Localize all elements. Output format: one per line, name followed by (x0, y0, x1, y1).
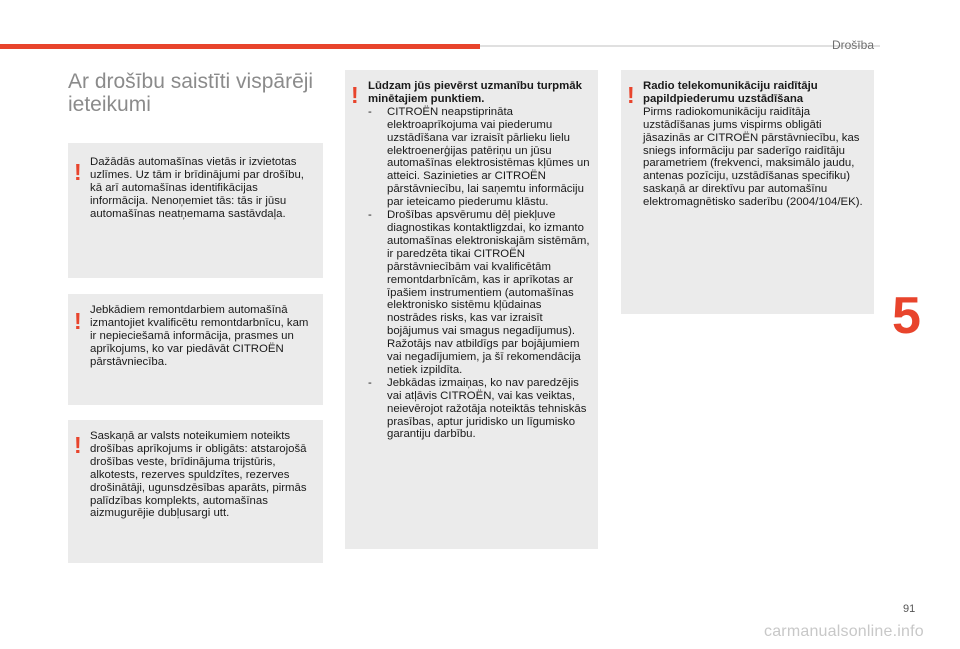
section-label: Drošība (831, 38, 874, 52)
list-dash: - (368, 209, 372, 222)
note-radio-text: Pirms radiokomunikāciju raidītāja uzstādīšanas jums vispirms obligāti jāsazinās ar CITROËN pārstāvniecību, kas sniegs informāciju par saderīgo raidītāju parametriem (frekvenci, maksimālo jaudu, antenas pozīciju, uzstādīšanas specifiku) saskaņā ar direktīvu par automašīnu elektromagnētisko saderību (2004/104/EK). (643, 105, 863, 209)
note-repairs-text: Jebkādiem remontdarbiem automašīnā izmantojiet kvalificētu remontdarbnīcu, kam ir nepieciešamā informācija, prasmes un aprīkojums, ko var piedāvāt CITROËN pārstāvniecība. (90, 304, 309, 368)
list-item (368, 377, 594, 442)
chapter-number: 5 (892, 287, 921, 345)
header-divider (480, 45, 880, 47)
watermark: carmanualsonline.info (764, 623, 924, 640)
warning-icon: ! (627, 82, 635, 108)
note-radio (643, 80, 869, 209)
list-item (368, 209, 594, 377)
warning-icon: ! (351, 82, 359, 108)
page-number: 91 (903, 603, 916, 615)
list-item-text: CITROËN neapstiprināta elektroaprīkojuma vai piederumu uzstādīšana var izraisīt pārlieku lielu elektroenerģijas patēriņu un jūsu automašīnas elektrosistēmas kļūmes un atteici. Sazinieties ar CITROËN pārstāvniecību, lai saņemtu informāciju par ieteicamo piederumu klāstu. (387, 105, 590, 209)
list-dash: - (368, 376, 372, 389)
warning-icon: ! (74, 159, 82, 185)
list-item (368, 106, 594, 209)
note-attention (368, 80, 594, 441)
note-labels-text: Dažādās automašīnas vietās ir izvietotas uzlīmes. Uz tām ir brīdinājumi par drošību, kā arī automašīnas identifikācijas informācija. Nenoņemiet tās: tās ir jūsu automašīnas neatņemama sastāvdaļa. (90, 156, 304, 220)
note-equipment-text: Saskaņā ar valsts noteikumiem noteikts drošības aprīkojums ir obligāts: atstarojošā drošības veste, brīdinājuma trijstūris, alkotests, rezerves spuldzītes, rezerves drošinātāji, ugunsdzēsības aparāts, pirmās palīdzības komplekts, automašīnas aizmugurējie dubļusargi utt. (90, 430, 307, 520)
list-item-text: Jebkādas izmaiņas, ko nav paredzējis vai atļāvis CITROËN, vai kas veiktas, neievērojot ražotāja noteiktās tehniskās prasības, aptur juridisko un līgumisko garantiju darbību. (387, 376, 587, 441)
list-dash: - (368, 105, 372, 118)
warning-icon: ! (74, 308, 82, 334)
list-item-text: Drošības apsvērumu dēļ piekļuve diagnostikas kontaktligzdai, ko izmanto automašīnas elektroniskajām sistēmām, ir paredzēta tikai CITROËN pārstāvniecībām vai kvalificētām remontdarbnīcām, kas ir aprīkotas ar īpašiem instrumentiem (automašīnas elektronisko sistēmu kļūdainas nostrādes risks, kas var izraisīt bojājumus vai smagus negadījumus). Ražotājs nav atbildīgs par bojājumiem vai negadījumiem, ja šī rekomendācija netiek izpildīta. (387, 209, 590, 376)
note-radio-heading: Radio telekomunikāciju raidītāju papildpiederumu uzstādīšana (643, 80, 818, 105)
note-attention-heading: Lūdzam jūs pievērst uzmanību turpmāk minētajiem punktiem. (368, 80, 582, 105)
page-title: Ar drošību saistīti vispārēji ieteikumi (68, 70, 314, 116)
warning-icon: ! (74, 432, 82, 458)
header-accent-bar (0, 44, 480, 49)
